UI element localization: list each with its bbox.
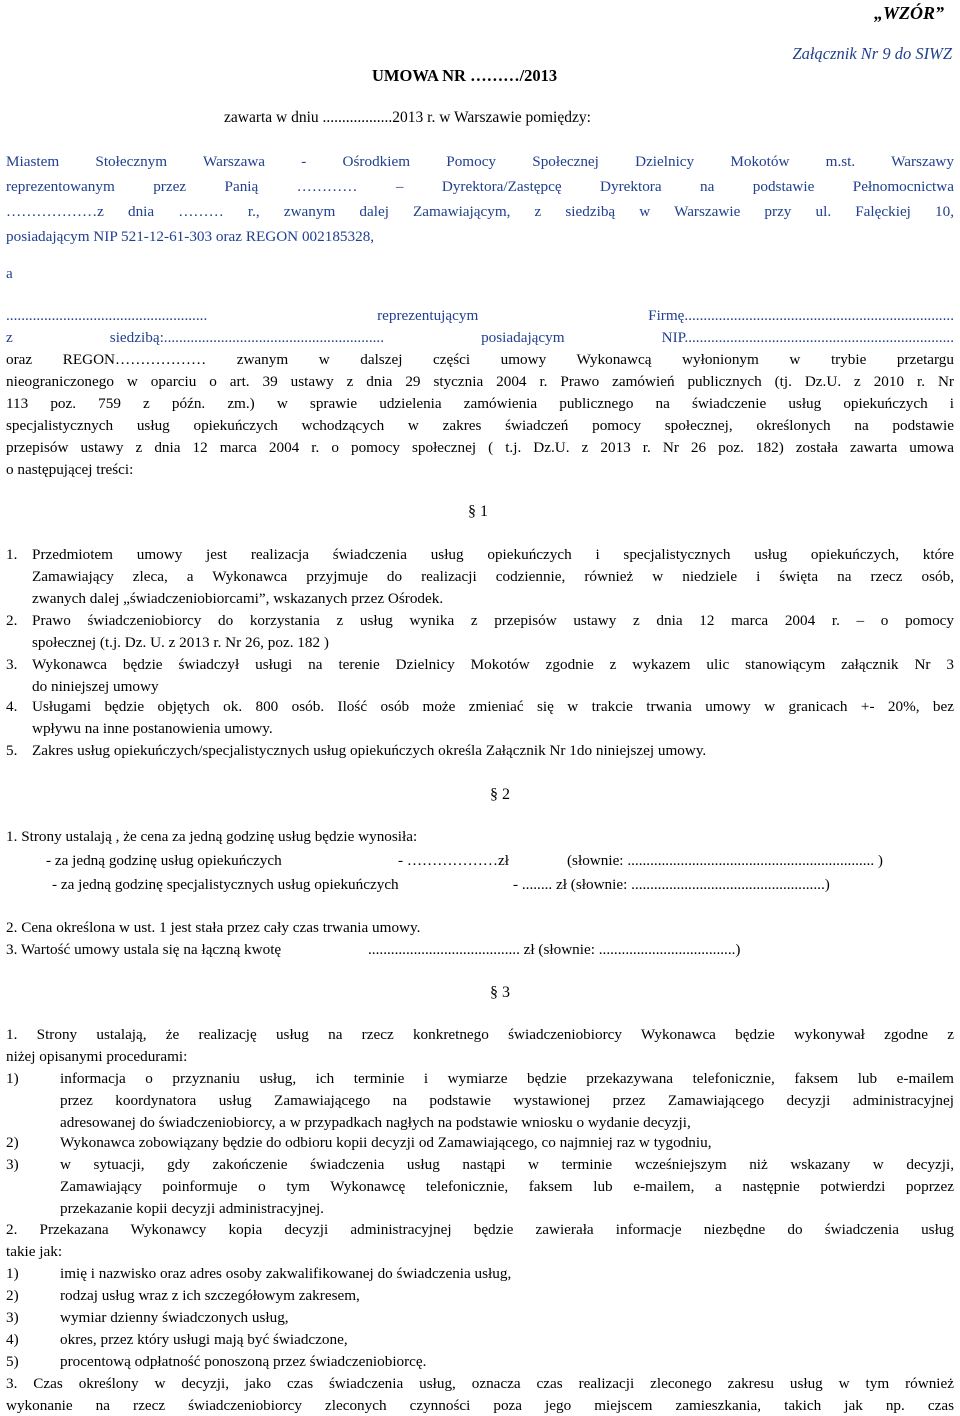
text-line: z siedzibą:.......................................................... posiadającym NIP....................................................................... xyxy=(6,329,954,346)
item-number: 4. xyxy=(6,698,18,715)
s3-item-1 xyxy=(6,1025,954,1066)
text-line: oraz REGON……………… zwanym w dalszej części umowy Wykonawcą wyłonionym w trybie przetargu xyxy=(6,351,954,368)
party-separator: a xyxy=(6,265,13,282)
s1-item xyxy=(6,655,954,696)
item-number: 1) xyxy=(6,1265,19,1282)
text-line: Przedmiotem umowy jest realizacja świadczenia usług opiekuńczych i specjalistycznych usług opiekuńczych, które xyxy=(32,546,954,563)
text-line: Prawo świadczeniobiorcy do korzystania z usług wynika z przepisów ustawy z dnia 12 marca 2004 r. – o pomocy xyxy=(32,612,954,629)
procedure-item xyxy=(6,1069,954,1132)
text-line: procentową odpłatność ponoszoną przez świadczeniobiorcę. xyxy=(60,1353,427,1370)
text-line: Zakres usług opiekuńczych/specjalistycznych usług opiekuńczych określa Załącznik Nr 1do niniejszej umowy. xyxy=(32,742,707,759)
info-item xyxy=(6,1286,954,1305)
info-item xyxy=(6,1308,954,1327)
text-line: o następującej treści: xyxy=(6,461,134,478)
s1-item xyxy=(6,545,954,608)
party-contractor xyxy=(6,306,954,479)
total-value-blank: ........................................ zł (słownie: ....................................) xyxy=(368,941,741,958)
text-line: ..................................................... reprezentującym Firmę....................................................................... xyxy=(6,307,954,324)
party-ordering xyxy=(6,152,954,246)
text-line: adresowanej do świadczeniobiorcy, a w przypadkach nagłych na podstawie wniosku o wydanie decyzji, xyxy=(60,1114,691,1131)
text-line: imię i nazwisko oraz adres osoby zakwalifikowanej do świadczenia usług, xyxy=(60,1265,512,1282)
item-number: 1. xyxy=(6,546,18,563)
text-line: społecznej (t.j. Dz. U. z 2013 r. Nr 26, poz. 182 ) xyxy=(32,634,329,651)
price-intro: 1. Strony ustalają , że cena za jedną godzinę usług będzie wynosiła: xyxy=(6,828,418,845)
item-number: 1) xyxy=(6,1070,19,1087)
info-item xyxy=(6,1352,954,1371)
text-line: takie jak: xyxy=(6,1243,63,1260)
text-line: zwanych dalej „świadczeniobiorcami”, wskazanych przez Ośrodek. xyxy=(32,590,444,607)
item-number: 2) xyxy=(6,1287,19,1304)
text-line: wymiar dzienny świadczonych usług, xyxy=(60,1309,289,1326)
price-words-care: (słownie: ................................................................. ) xyxy=(567,852,883,869)
text-line: rodzaj usług wraz z ich szczegółowym zakresem, xyxy=(60,1287,360,1304)
text-line: Zamawiający zleca, a Wykonawca przyjmuje do realizacji codziennie, również w niedziele i święta na rzecz osób, xyxy=(32,568,954,585)
annex-label: Załącznik Nr 9 do SIWZ xyxy=(792,44,952,63)
section-heading-2: § 2 xyxy=(490,786,510,803)
text-line: wpływu na inne postanowienia umowy. xyxy=(32,720,273,737)
price-value-specialist: - ........ zł (słownie: ...................................................) xyxy=(513,876,830,893)
text-line: 113 poz. 759 z późn. zm.) w sprawie udzielenia zamówienia publicznego na świadczenie usług opiekuńczych i xyxy=(6,395,954,412)
procedure-item xyxy=(6,1133,954,1152)
text-line: reprezentowanym przez Panią ………… – Dyrektora/Zastępcę Dyrektora na podstawie Pełnomocnictwa xyxy=(6,178,954,195)
text-line: do niniejszej umowy xyxy=(32,678,159,695)
s1-item xyxy=(6,741,954,760)
text-line: Usługami będzie objętych ok. 800 osób. Ilość osób może zmieniać się w trakcie trwania umowy w granicach +- 20%, bez xyxy=(32,698,954,715)
text-line: okres, przez który usługi mają być świadczone, xyxy=(60,1331,348,1348)
text-line: przekazanie kopii decyzji administracyjnej. xyxy=(60,1200,324,1217)
total-value-label: 3. Wartość umowy ustala się na łączną kwotę xyxy=(6,941,282,958)
contract-title: UMOWA NR ………/2013 xyxy=(372,66,558,85)
text-line: Wykonawca będzie świadczył usługi na terenie Dzielnicy Mokotów zgodnie z wykazem ulic stanowiącym załącznik Nr 3 xyxy=(32,656,954,673)
text-line: nieograniczonego w oparciu o art. 39 ustawy z dnia 29 stycznia 2004 r. Prawo zamówień publicznych (tj. Dz.U. z 2010 r. Nr xyxy=(6,373,954,390)
price-label-care: - za jedną godzinę usług opiekuńczych xyxy=(46,852,282,869)
section-heading-1: § 1 xyxy=(468,503,488,520)
text-line: przepisów ustawy z dnia 12 marca 2004 r. o pomocy społecznej ( t.j. Dz.U. z 2013 r. Nr 26 poz. 182) została zawarta umowa xyxy=(6,439,954,456)
s3-item-3 xyxy=(6,1374,954,1415)
item-number: 2. xyxy=(6,612,18,629)
s1-item xyxy=(6,611,954,652)
text-line: 3. Czas określony w decyzji, jako czas świadczenia usług, oznacza czas realizacji zleconego zakresu usług w tym również xyxy=(6,1375,954,1392)
info-item xyxy=(6,1264,954,1283)
text-line: informacja o przyznaniu usług, ich terminie i wymiarze będzie przekazywana telefonicznie, faksem lub e-mailem xyxy=(60,1070,954,1087)
procedure-item xyxy=(6,1155,954,1218)
concluded-line: zawarta w dniu ..................2013 r. w Warszawie pomiędzy: xyxy=(224,109,591,126)
price-value-care: - ………………zł xyxy=(398,852,509,869)
text-line: 2. Przekazana Wykonawcy kopia decyzji administracyjnej będzie zawierała informacje niezbędne do świadczenia usług xyxy=(6,1221,954,1238)
price-label-specialist: - za jedną godzinę specjalistycznych usług opiekuńczych xyxy=(52,876,399,893)
item-number: 5. xyxy=(6,742,18,759)
item-number: 3. xyxy=(6,656,18,673)
text-line: wykonanie na rzecz świadczeniobiorcy zleconych czynności poza jego miejscem zamieszkania, takich jak np. czas xyxy=(6,1397,954,1414)
item-number: 2) xyxy=(6,1134,19,1151)
price-fixed: 2. Cena określona w ust. 1 jest stała przez cały czas trwania umowy. xyxy=(6,919,421,936)
text-line: przez koordynatora usług Zamawiającego na podstawie wystawionej przez Zamawiającego decyzji administracyjnej xyxy=(60,1092,954,1109)
text-line: w sytuacji, gdy zakończenie świadczenia usług nastąpi w terminie wcześniejszym niż wskazany w decyzji, xyxy=(60,1156,954,1173)
text-line: Zamawiający poinformuje o tym Wykonawcę telefonicznie, faksem lub e-mailem, a następnie potwierdzi poprzez xyxy=(60,1178,954,1195)
text-line: Miastem Stołecznym Warszawa - Ośrodkiem Pomocy Społecznej Dzielnicy Mokotów m.st. Warszawy xyxy=(6,153,954,170)
text-line: posiadającym NIP 521-12-61-303 oraz REGON 002185328, xyxy=(6,228,375,245)
text-line: Wykonawca zobowiązany będzie do odbioru kopii decyzji od Zamawiającego, co najmniej raz w tygodniu, xyxy=(60,1134,712,1151)
text-line: ………………z dnia ……… r., zwanym dalej Zamawiającym, z siedzibą w Warszawie przy ul. Falęckiej 10, xyxy=(6,203,954,220)
text-line: 1. Strony ustalają, że realizację usług na rzecz konkretnego świadczeniobiorcy Wykonawca będzie wykonywał zgodne z xyxy=(6,1026,954,1043)
section-heading-3: § 3 xyxy=(490,984,510,1001)
item-number: 4) xyxy=(6,1331,19,1348)
s1-item xyxy=(6,697,954,738)
item-number: 3) xyxy=(6,1309,19,1326)
item-number: 3) xyxy=(6,1156,19,1173)
info-item xyxy=(6,1330,954,1349)
text-line: specjalistycznych usług opiekuńczych wchodzących w zakres świadczeń pomocy społecznej, określonych na podstawie xyxy=(6,417,954,434)
text-line: niżej opisanymi procedurami: xyxy=(6,1048,188,1065)
s3-item-2 xyxy=(6,1220,954,1261)
item-number: 5) xyxy=(6,1353,19,1370)
template-mark: „WZÓR” xyxy=(873,3,944,23)
